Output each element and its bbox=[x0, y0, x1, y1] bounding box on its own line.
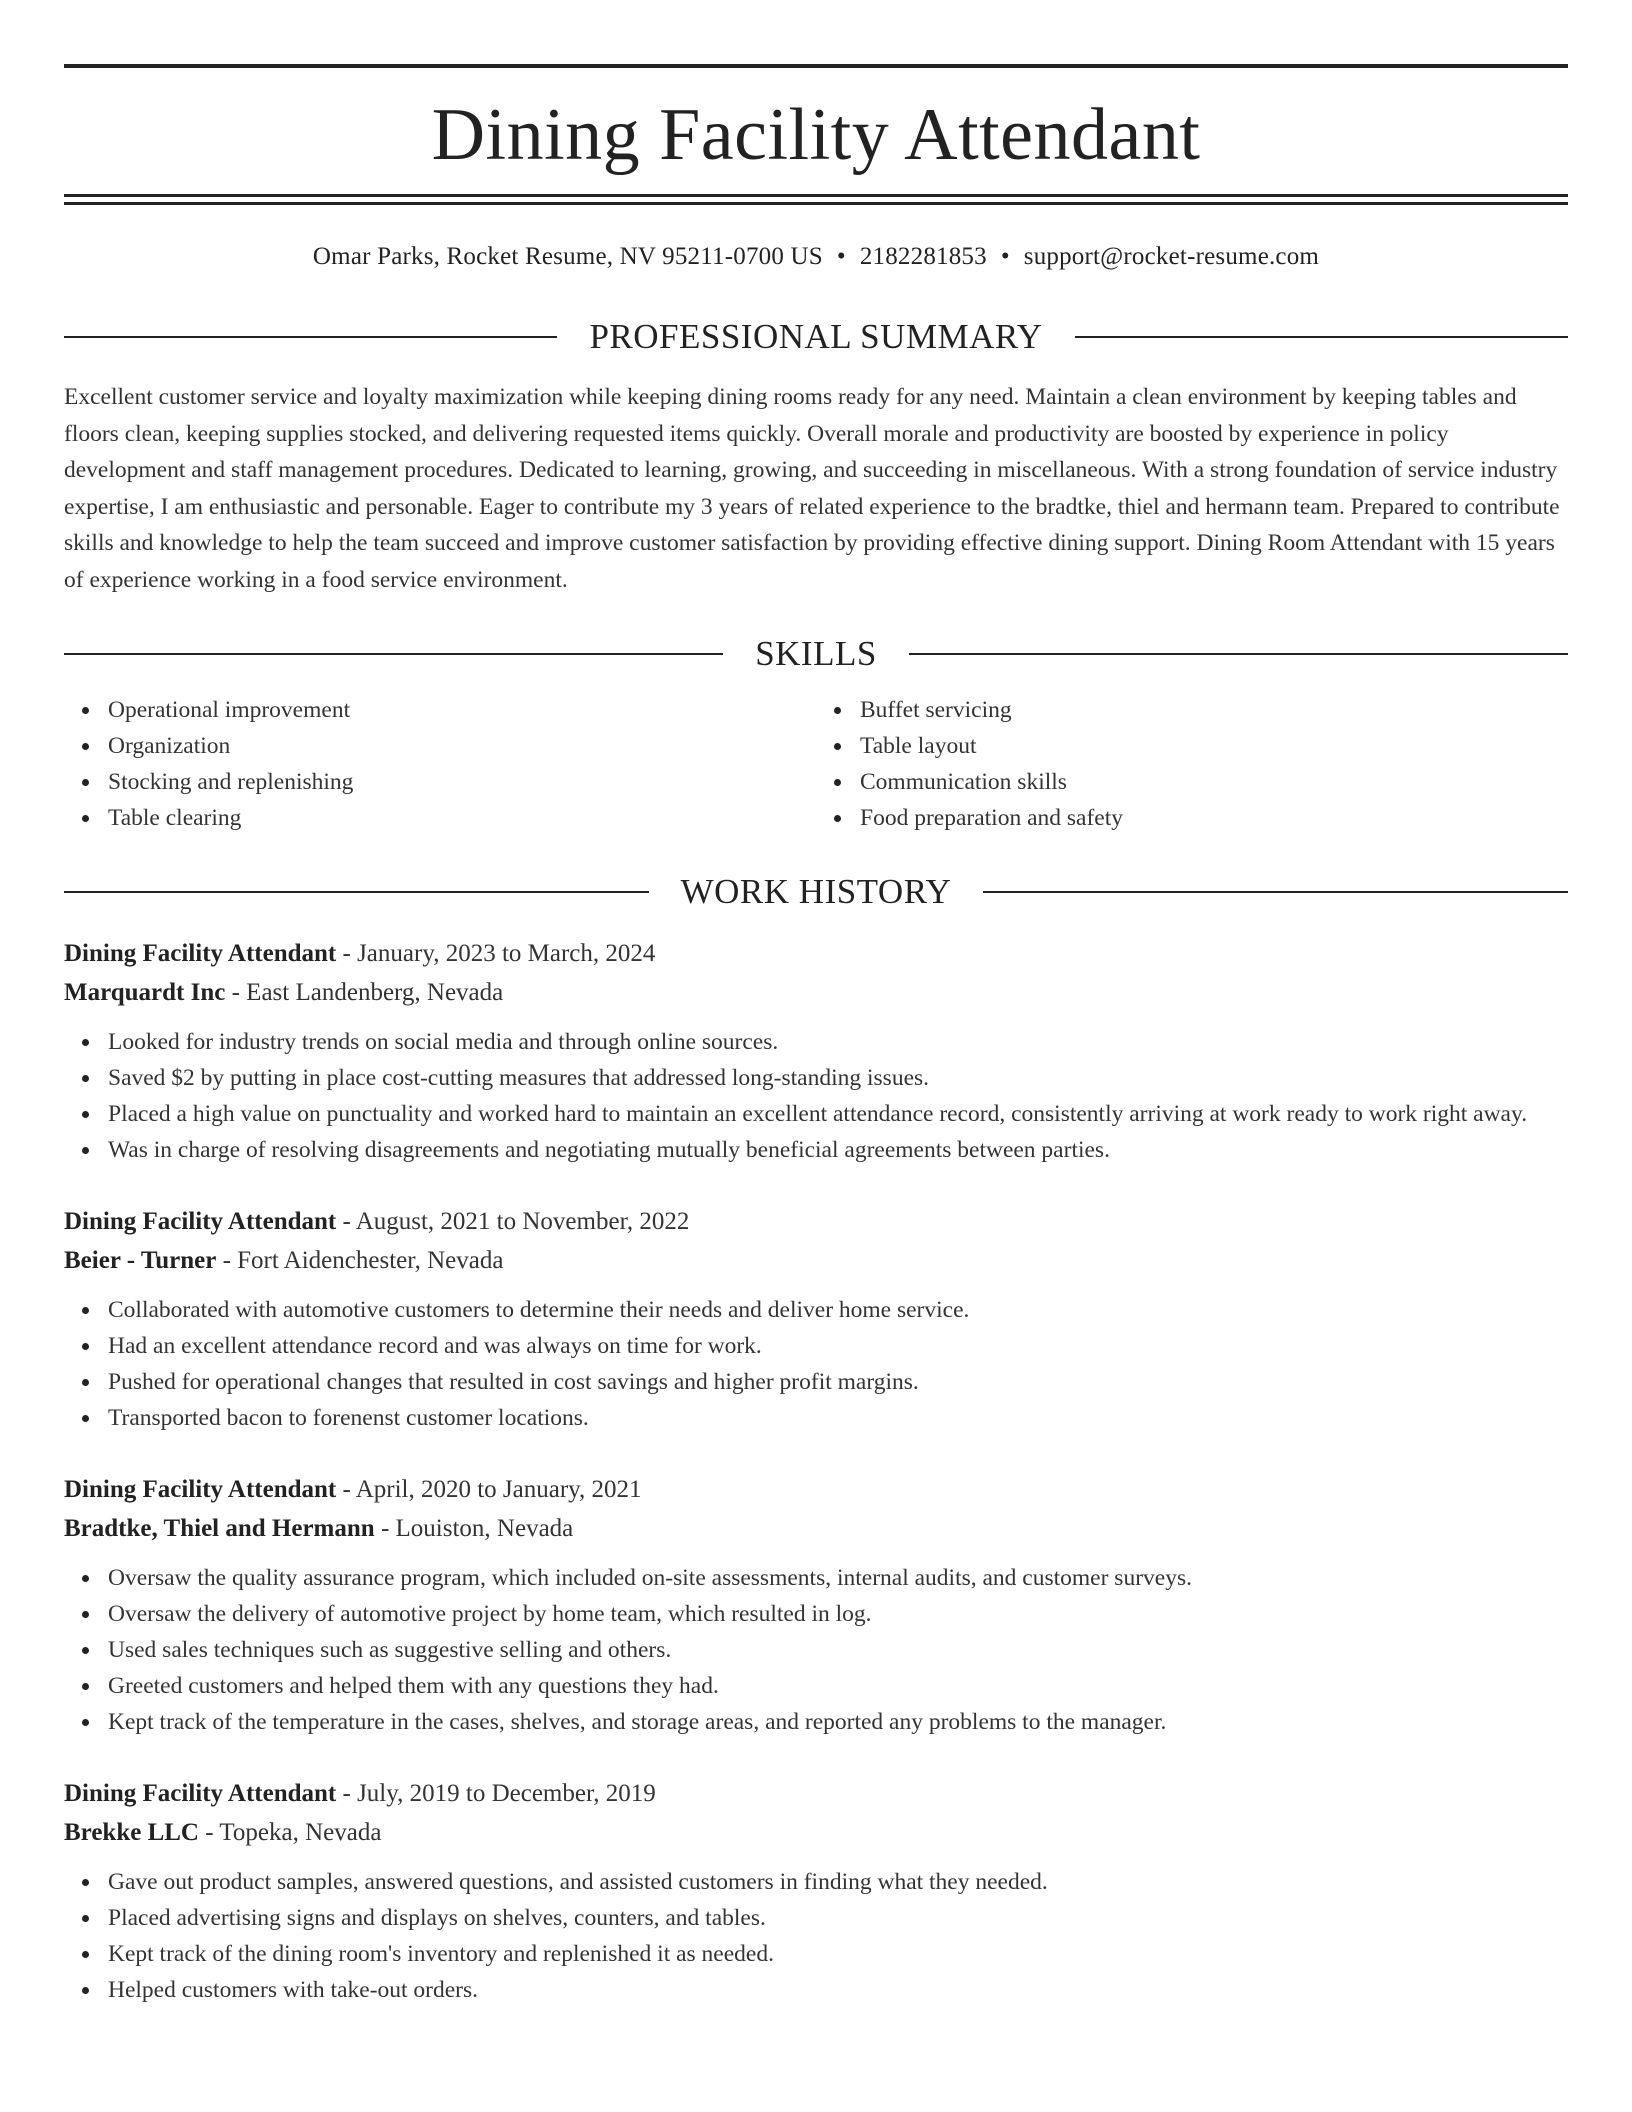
job-dates: - July, 2019 to December, 2019 bbox=[336, 1780, 656, 1807]
job-title: Dining Facility Attendant bbox=[64, 1780, 337, 1807]
resume-page bbox=[64, 64, 1568, 2008]
skills-list bbox=[64, 692, 1568, 836]
job-bullet: Gave out product samples, answered questions, and assisted customers in finding what they needed. bbox=[108, 1864, 1568, 1900]
job-dates: - January, 2023 to March, 2024 bbox=[336, 940, 656, 967]
skill-item: Buffet servicing bbox=[860, 692, 1568, 728]
job-bullet: Was in charge of resolving disagreements and negotiating mutually beneficial agreements between parties. bbox=[108, 1132, 1568, 1168]
heading-rule-left bbox=[64, 891, 649, 893]
job-bullet: Pushed for operational changes that resulted in cost savings and higher profit margins. bbox=[108, 1364, 1568, 1400]
contact-address: Omar Parks, Rocket Resume, NV 95211-0700 US bbox=[312, 243, 823, 270]
job-company-line bbox=[64, 973, 1568, 1012]
job-company: Brekke LLC bbox=[64, 1819, 199, 1846]
contact-separator: • bbox=[1000, 243, 1010, 270]
heading-rule-right bbox=[909, 653, 1568, 655]
job-title-line bbox=[64, 934, 1568, 973]
summary-text: Excellent customer service and loyalty maximization while keeping dining rooms ready for any need. Maintain a clean environment by keeping tables and floors clean, keeping supplies stocked, and delivering requested items quickly. Overall morale and productivity are boosted by experience in policy development and staff management procedures. Dedicated to learning, growing, and succeeding in miscellaneous. With a strong foundation of service industry expertise, I am enthusiastic and personable. Eager to contribute my 3 years of related experience to the bradtke, thiel and hermann team. Prepared to contribute skills and knowledge to help the team succeed and improve customer satisfaction by providing effective dining support. Dining Room Attendant with 15 years of experience working in a food service environment. bbox=[64, 384, 1560, 593]
job-bullets bbox=[64, 1560, 1568, 1740]
job-company: Bradtke, Thiel and Hermann bbox=[64, 1515, 375, 1542]
contact-email: support@rocket-resume.com bbox=[1023, 243, 1320, 270]
job-bullet: Kept track of the temperature in the cases, shelves, and storage areas, and reported any problems to the manager. bbox=[108, 1704, 1568, 1740]
heading-rule-left bbox=[64, 653, 723, 655]
job-bullets bbox=[64, 1864, 1568, 2008]
job-bullet: Oversaw the delivery of automotive project by home team, which resulted in log. bbox=[108, 1596, 1568, 1632]
contact-phone: 2182281853 bbox=[859, 243, 987, 270]
job-bullet: Transported bacon to forenenst customer locations. bbox=[108, 1400, 1568, 1436]
job-entry bbox=[64, 1202, 1568, 1436]
summary-heading bbox=[64, 317, 1568, 357]
job-title-line bbox=[64, 1774, 1568, 1813]
job-location: - Topeka, Nevada bbox=[198, 1819, 382, 1846]
job-location: - Louiston, Nevada bbox=[374, 1515, 574, 1542]
job-company-line bbox=[64, 1509, 1568, 1548]
skill-item: Table layout bbox=[860, 728, 1568, 764]
work-heading bbox=[64, 872, 1568, 912]
job-bullet: Greeted customers and helped them with any questions they had. bbox=[108, 1668, 1568, 1704]
heading-rule-left bbox=[64, 336, 557, 338]
job-bullets bbox=[64, 1292, 1568, 1436]
job-location: - East Landenberg, Nevada bbox=[225, 979, 504, 1006]
job-title-line bbox=[64, 1202, 1568, 1241]
job-entry bbox=[64, 934, 1568, 1168]
skill-item: Communication skills bbox=[860, 764, 1568, 800]
job-bullets bbox=[64, 1024, 1568, 1168]
job-bullet: Helped customers with take-out orders. bbox=[108, 1972, 1568, 2008]
job-title: Dining Facility Attendant bbox=[64, 1476, 337, 1503]
job-dates: - April, 2020 to January, 2021 bbox=[336, 1476, 642, 1503]
heading-rule-right bbox=[983, 891, 1568, 893]
job-bullet: Placed a high value on punctuality and worked hard to maintain an excellent attendance record, consistently arriving at work ready to work right away. bbox=[108, 1096, 1568, 1132]
job-bullet: Kept track of the dining room's inventory and replenished it as needed. bbox=[108, 1936, 1568, 1972]
job-title: Dining Facility Attendant bbox=[64, 1208, 337, 1235]
job-bullet: Used sales techniques such as suggestive selling and others. bbox=[108, 1632, 1568, 1668]
resume-title: Dining Facility Attendant bbox=[431, 94, 1201, 176]
skills-heading bbox=[64, 634, 1568, 674]
skill-item: Stocking and replenishing bbox=[108, 764, 816, 800]
contact-line bbox=[64, 233, 1568, 281]
summary-heading-label: PROFESSIONAL SUMMARY bbox=[589, 317, 1043, 356]
job-entry bbox=[64, 1470, 1568, 1740]
job-bullet: Had an excellent attendance record and was always on time for work. bbox=[108, 1328, 1568, 1364]
title-double-rule bbox=[64, 194, 1568, 205]
job-title-line bbox=[64, 1470, 1568, 1509]
job-bullet: Oversaw the quality assurance program, which included on-site assessments, internal audits, and customer surveys. bbox=[108, 1560, 1568, 1596]
heading-rule-right bbox=[1075, 336, 1568, 338]
job-company-line bbox=[64, 1241, 1568, 1280]
job-company-line bbox=[64, 1813, 1568, 1852]
job-bullet: Looked for industry trends on social media and through online sources. bbox=[108, 1024, 1568, 1060]
job-location: - Fort Aidenchester, Nevada bbox=[216, 1247, 504, 1274]
job-company: Marquardt Inc bbox=[64, 979, 226, 1006]
job-bullet: Collaborated with automotive customers to determine their needs and deliver home service. bbox=[108, 1292, 1568, 1328]
job-dates: - August, 2021 to November, 2022 bbox=[336, 1208, 690, 1235]
job-company: Beier - Turner bbox=[64, 1247, 217, 1274]
skills-column-right bbox=[816, 692, 1568, 836]
work-heading-label: WORK HISTORY bbox=[680, 872, 952, 911]
skill-item: Operational improvement bbox=[108, 692, 816, 728]
contact-separator: • bbox=[836, 243, 846, 270]
skill-item: Food preparation and safety bbox=[860, 800, 1568, 836]
job-bullet: Placed advertising signs and displays on shelves, counters, and tables. bbox=[108, 1900, 1568, 1936]
skills-column-left bbox=[64, 692, 816, 836]
job-entry bbox=[64, 1774, 1568, 2008]
skills-heading-label: SKILLS bbox=[755, 634, 877, 673]
job-title: Dining Facility Attendant bbox=[64, 940, 337, 967]
skill-item: Table clearing bbox=[108, 800, 816, 836]
skill-item: Organization bbox=[108, 728, 816, 764]
job-bullet: Saved $2 by putting in place cost-cutting measures that addressed long-standing issues. bbox=[108, 1060, 1568, 1096]
